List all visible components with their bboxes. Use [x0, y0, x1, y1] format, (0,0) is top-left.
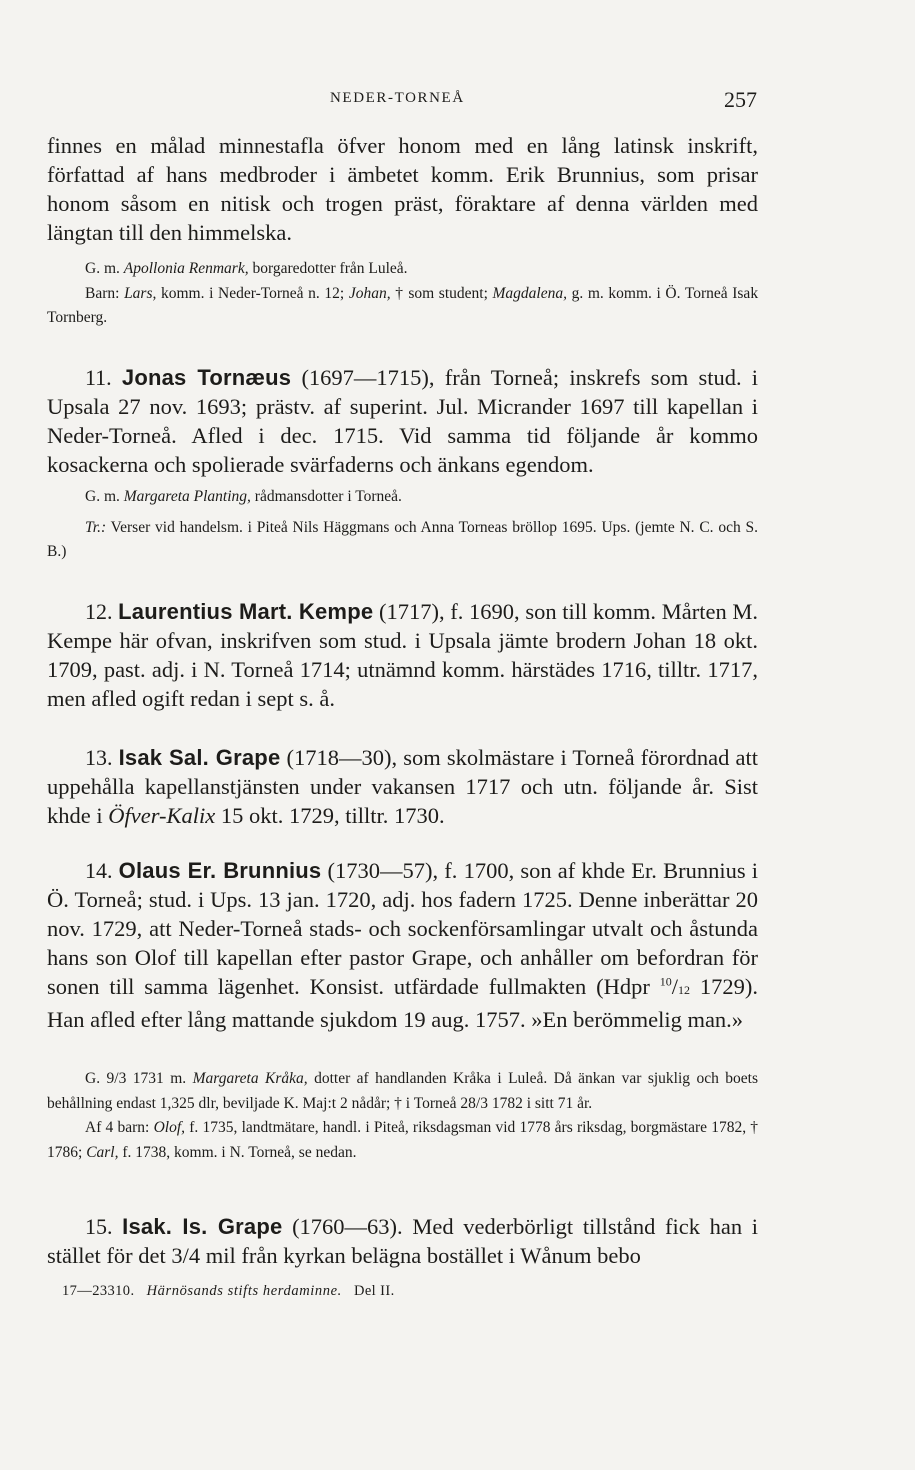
entry-11-tr-line: Tr.: Verser vid handelsm. i Piteå Nils Häggmans och Anna Torneas bröllop 1695. Ups. (jemte N. C. och S. B.): [47, 518, 758, 560]
page-number: 257: [724, 87, 757, 112]
entry-number: 15.: [85, 1214, 113, 1239]
printer-signature: 17—23310.: [62, 1283, 135, 1299]
entry-14: 14. Olaus Er. Brunnius (1730—57), f. 1700, son af khde Er. Brunnius i Ö. Torneå; stud. i Ups. 13 jan. 1720, adj. hos fadern 1725. Denne inberättar 20 nov. 1729, att Neder-Torneå stads- och sockenförsamlingar utvalt och åstunda hans son Olof till kapellan efter pastor Grape, och anhåller om befordran för sonen till samma lägenhet. Konsist. utfärdade fullmakten (Hdpr $^{10}$/12 1729). Han afled efter lång mattande sjukdom 19 aug. 1757. »En berömmelig man.»: [47, 858, 758, 1032]
entry-text: (1717), f. 1690, son till komm. Mårten M. Kempe här ofvan, inskrifven som stud. i Upsala jämte brodern Johan 18 okt. 1709, past. adj. i N. Torneå 1714; utnämnd komm. härstädes 1716, tilltr. 1717, men afled ogift redan i sept s. å.: [47, 599, 758, 711]
entry-15: 15. Isak. Is. Grape (1760—63). Med vederbörligt tillstånd fick han i stället för det 3/4 mil från kyrkan belägna bostället i Wånum bebo: [47, 1214, 758, 1268]
entry-14-notes: [47, 1067, 758, 1165]
volume-part: Del II.: [353, 1283, 395, 1299]
entry-11-notes: [47, 485, 758, 565]
place-name: Öfver-Kalix: [108, 803, 216, 828]
entry-number: 13.: [85, 745, 113, 770]
page-header: [0, 87, 915, 120]
running-head: NEDER-TORNEÅ: [330, 90, 465, 106]
entry-name: Isak Sal. Grape: [118, 745, 281, 770]
entry-11-gm-line: G. m. Margareta Planting, rådmansdotter i Torneå.: [85, 488, 402, 505]
entry-name: Jonas Tornæus: [121, 365, 292, 390]
intro-gm-line: G. m. Apollonia Renmark, borgaredotter från Luleå.: [85, 260, 408, 277]
entry-name: Laurentius Mart. Kempe: [118, 599, 374, 624]
entry-13: 13. Isak Sal. Grape (1718—30), som skolmästare i Torneå förordnad att uppehålla kapellanstjänsten under vakansen 1717 och utn. följande år. Sist khde i Öfver-Kalix 15 okt. 1729, tilltr. 1730.: [47, 745, 759, 828]
entry-text: (1697—1715), från Torneå; inskrefs som stud. i Upsala 27 nov. 1693; prästv. af superint. Jul. Micrander 1697 till kapellan i Neder-Torneå. Afled i dec. 1715. Vid samma tid följande år kommo kosackerna och spolierade svärfaderns och änkans egendom.: [47, 365, 759, 477]
intro-barn-line: Barn: Lars, komm. i Neder-Torneå n. 12; Johan, † som student; Magdalena, g. m. komm. i Ö. Torneå Isak Tornberg.: [47, 284, 759, 326]
intro-paragraph: finnes en målad minnestafla öfver honom med en lång latinsk inskrift, författad af hans medbroder i ämbetet komm. Erik Brunnius, som prisar honom såsom en nitisk och trogen präst, föraktare af denna världen med längtan till den himmelska.: [47, 133, 758, 245]
entry-number: 11.: [85, 365, 112, 390]
entry-14-children-line: Af 4 barn: Olof, f. 1735, landtmätare, handl. i Piteå, riksdagsman vid 1778 års riksdag, borgmästare 1782, † 1786; Carl, f. 1738, komm. i N. Torneå, se nedan.: [47, 1119, 759, 1161]
entry-name: Isak. Is. Grape: [122, 1214, 283, 1239]
entry-11: [47, 363, 758, 479]
page-footer: [62, 1283, 395, 1300]
entry-14-gm-line: G. 9/3 1731 m. Margareta Kråka, dotter af handlanden Kråka i Luleå. Då änkan var sjuklig och boets behållning endast 1,325 dlr, beviljade K. Maj:t 2 nådår; † i Torneå 28/3 1782 i sitt 71 år.: [47, 1070, 759, 1112]
entry-number: 12.: [85, 599, 113, 624]
book-title: Härnösands stifts herdaminne.: [146, 1283, 342, 1299]
entry-name: Olaus Er. Brunnius: [118, 858, 322, 883]
intro-notes: [47, 257, 758, 331]
entry-number: 14.: [85, 858, 113, 883]
entry-12: [47, 597, 758, 713]
